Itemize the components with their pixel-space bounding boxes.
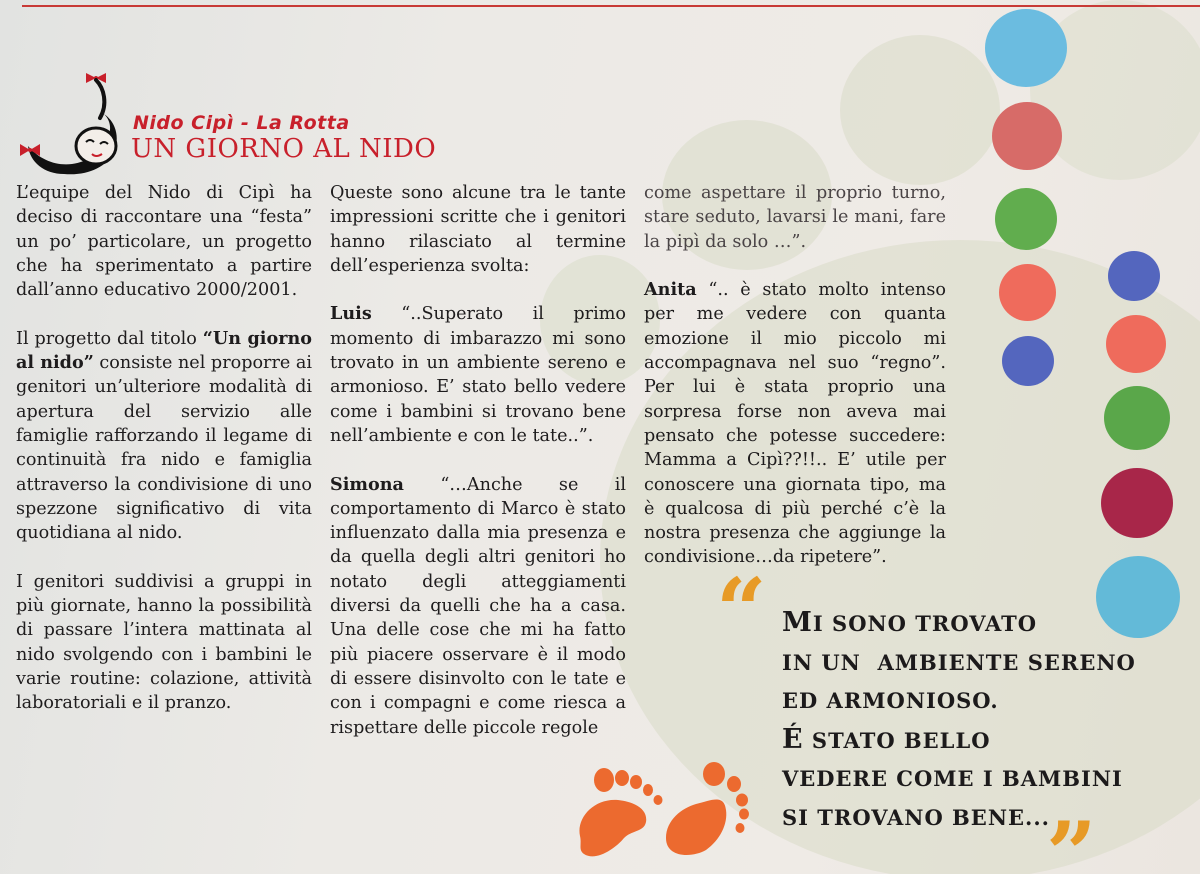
paragraph-project-lead: Il progetto dal titolo	[16, 328, 203, 349]
testimonial-simona-continued: come aspettare il proprio turno, stare seduto, lavarsi le mani, fare la pipì da solo …”.	[644, 183, 946, 252]
paragraph-project-rest: consiste nel proporre ai genitori un’ulteriore modalità di apertura del servizio alle famiglie rafforzando il legame di continuità fra nido e famiglia attraverso la condivisione di uno spezzone significativo di vita quotidiana al nido.	[16, 353, 312, 544]
pull-quote-line-5: VEDERE COME I BAMBINI	[782, 766, 1123, 791]
pull-quote-initial-1: M	[782, 607, 813, 638]
project-title: “Un giorno al nido”	[16, 327, 312, 374]
testimonial-luis	[330, 302, 626, 448]
brand-name: Nido Cipì - La Rotta	[133, 112, 350, 134]
testimonial-text-simona: “…Anche se il comportamento di Marco è stato influenzato dalla mia presenza e da quella degli altri genitori ho notato degli atteggiamenti diversi da quelli che ha a casa. Una delle cose che mi ha fatto più piacere osservare è il modo di essere disinvolto con le tate e con i compagni e come riesca a rispettare delle piccole regole	[330, 474, 626, 738]
text-column-2	[330, 181, 626, 740]
dot-pink-1	[992, 102, 1062, 170]
paragraph-parents: I genitori suddivisi a gruppi in più giornate, hanno la possibilità di passare l’intera mattinata al nido svolgendo con i bambini le varie routine: colazione, attività laboratoriali e il pranzo.	[16, 571, 312, 714]
dot-coral-2	[1106, 315, 1166, 373]
quote-close-mark: ”	[1046, 802, 1097, 874]
pull-quote-line-2: IN UN AMBIENTE SERENO	[782, 649, 1136, 675]
dot-indigo-1	[1002, 336, 1054, 386]
dot-light-blue-1	[985, 9, 1067, 87]
paragraph-project	[16, 327, 312, 546]
dot-coral-1	[999, 264, 1056, 321]
dot-indigo-2	[1108, 251, 1160, 301]
dot-maroon	[1101, 468, 1173, 538]
footprints-icon	[574, 758, 754, 864]
testimonial-author-anita: Anita	[644, 279, 697, 301]
testimonial-text-anita: “.. è stato molto intenso per me vedere con quanta emozione il mio piccolo mi accompagnava nel suo “regno”. Per lui è stata proprio una sorpresa forse non aveva mai pensato che potesse succedere: Mamma a Cipì??!!.. E’ utile per conoscere una giornata tipo, ma è qualcosa di più perché c’è la nostra presenza che aggiunge la condivisione…da ripetere”.	[644, 280, 946, 568]
pull-quote	[782, 604, 1182, 837]
pull-quote-initial-4: É	[782, 723, 804, 755]
paragraph-impressions: Queste sono alcune tra le tante impressioni scritte che i genitori hanno rilasciato al termine dell’esperienza svolta:	[330, 183, 626, 276]
quote-open-mark: “	[716, 558, 767, 662]
page-title: UN GIORNO AL NIDO	[131, 134, 437, 164]
testimonial-author-simona: Simona	[330, 473, 404, 495]
testimonial-anita	[644, 278, 946, 570]
top-rule	[22, 5, 1200, 7]
pull-quote-line-4-text: STATO BELLO	[803, 727, 991, 753]
pull-quote-line-3: ED ARMONIOSO.	[782, 688, 999, 713]
pull-quote-line-1-text: I SONO TROVATO	[812, 611, 1038, 636]
bird-baby-logo-icon	[16, 64, 134, 176]
bg-blob-top	[840, 35, 1000, 185]
text-column-3	[644, 181, 946, 570]
paragraph-intro: L’equipe del Nido di Cipì ha deciso di raccontare una “festa” un po’ particolare, un progetto che ha sperimentato a partire dall’anno educativo 2000/2001.	[16, 183, 312, 301]
pull-quote-line-6: SI TROVANO BENE...	[782, 804, 1050, 830]
dot-green-1	[995, 188, 1057, 250]
dot-green-2	[1104, 386, 1170, 450]
testimonial-author-luis: Luis	[330, 303, 372, 325]
pull-quote-line-1	[782, 604, 1182, 644]
testimonial-text-luis: “..Superato il primo momento di imbarazzo mi sono trovato in un ambiente sereno e armonioso. E’ stato bello vedere come i bambini si trovano bene nell’ambiente e con le tate..”.	[330, 304, 626, 446]
testimonial-simona	[330, 473, 626, 740]
pull-quote-line-4	[782, 721, 1182, 761]
text-column-1	[16, 181, 312, 716]
